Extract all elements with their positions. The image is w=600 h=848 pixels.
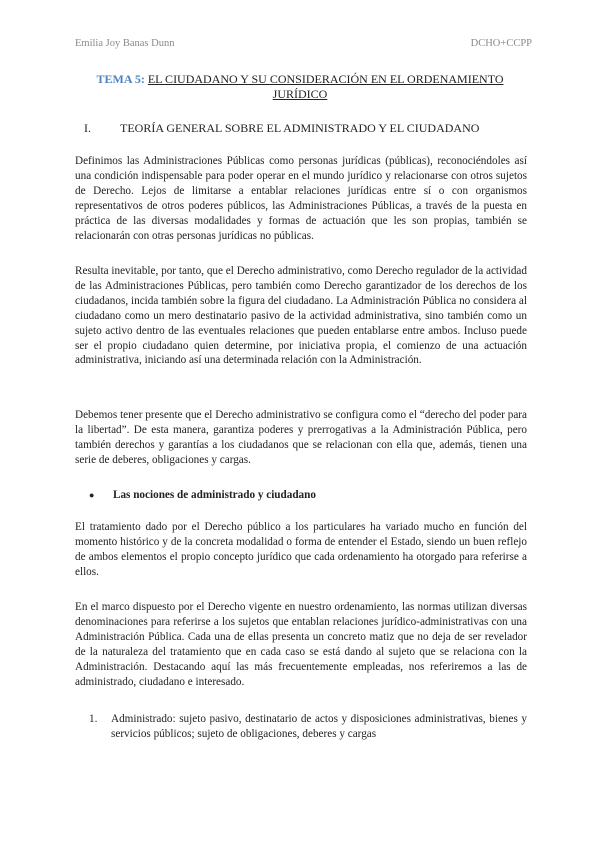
paragraph-4: El tratamiento dado por el Derecho público a los particulares ha variado mucho en función del momento histórico y de la concreta modalidad o forma de entender el Estado, siendo un buen reflejo de ambos elementos el propio concepto jurídico que cada ordenamiento ha otorgado para referirse a ellos. — [75, 521, 527, 578]
list-item-text: Administrado: sujeto pasivo, destinatario de actos y disposiciones administrativas, bienes y servicios públicos; sujeto de obligaciones, deberes y cargas — [111, 713, 527, 740]
bullet-icon: ● — [89, 490, 95, 500]
paragraph-3: Debemos tener presente que el Derecho administrativo se configura como el “derecho del poder para la libertad”. De esta manera, garantiza poderes y prerrogativas a la Administración Pública, pero también derechos y garantías a los ciudadanos que se relacionan con ella que, además, tienen una serie de deberes, obligaciones y cargas. — [75, 409, 527, 466]
paragraph-5: En el marco dispuesto por el Derecho vigente en nuestro ordenamiento, las normas utilizan diversas denominaciones para referirse a los sujetos que entablan relaciones jurídico-administrativas con una Administración Pública. Cada una de ellas presenta un concreto matiz que no deja de ser revelador de la naturaleza del tratamiento que en cada caso se está dando al sujeto que se relaciona con la Administración. Destacando aquí las más frecuentemente empleadas, nos referiremos a las de administrado, ciudadano e interesado. — [75, 601, 527, 688]
section-title: TEORÍA GENERAL SOBRE EL ADMINISTRADO Y EL CIUDADANO — [120, 121, 480, 135]
section-heading — [75, 121, 527, 136]
document-title — [75, 72, 525, 102]
list-item — [75, 712, 527, 742]
bullet-heading — [75, 489, 527, 501]
bullet-text: Las nociones de administrado y ciudadano — [113, 489, 316, 501]
paragraph-2: Resulta inevitable, por tanto, que el Derecho administrativo, como Derecho regulador de la actividad de las Administraciones Públicas, pero también como Derecho garantizador de los derechos de los ciudadanos, incida también sobre la figura del ciudadano. La Administración Pública no considera al ciudadano como un mero destinatario pasivo de la actividad administrativa, sino también como un sujeto activo dentro de las eventuales relaciones que pueden entablarse entre ambos. Incluso puede ser el propio ciudadano quien determine, por iniciativa propia, el comienzo de una actuación administrativa, iniciando así una determinada relación con la Administración. — [75, 265, 527, 367]
header-author: Emilia Joy Banas Dunn — [75, 38, 175, 49]
title-text: EL CIUDADANO Y SU CONSIDERACIÓN EN EL ORDENAMIENTO JURÍDICO — [147, 72, 504, 101]
header-subject: DCHO+CCPP — [470, 38, 532, 49]
section-number: I. — [84, 121, 91, 135]
title-label: TEMA 5: — [96, 72, 145, 86]
list-item-number: 1. — [89, 713, 98, 725]
paragraph-1: Definimos las Administraciones Públicas como personas jurídicas (públicas), reconociéndoles así una condición indispensable para poder operar en el mundo jurídico y relacionarse con otros sujetos de Derecho. Lejos de limitarse a entablar relaciones jurídicas entre sí o con organismos representativos de otros poderes públicos, las Administraciones Públicas, a través de la puesta en práctica de las diversas modalidades y formas de actuación que les son propias, también se relacionarán con otras personas jurídicas no públicas. — [75, 155, 527, 242]
